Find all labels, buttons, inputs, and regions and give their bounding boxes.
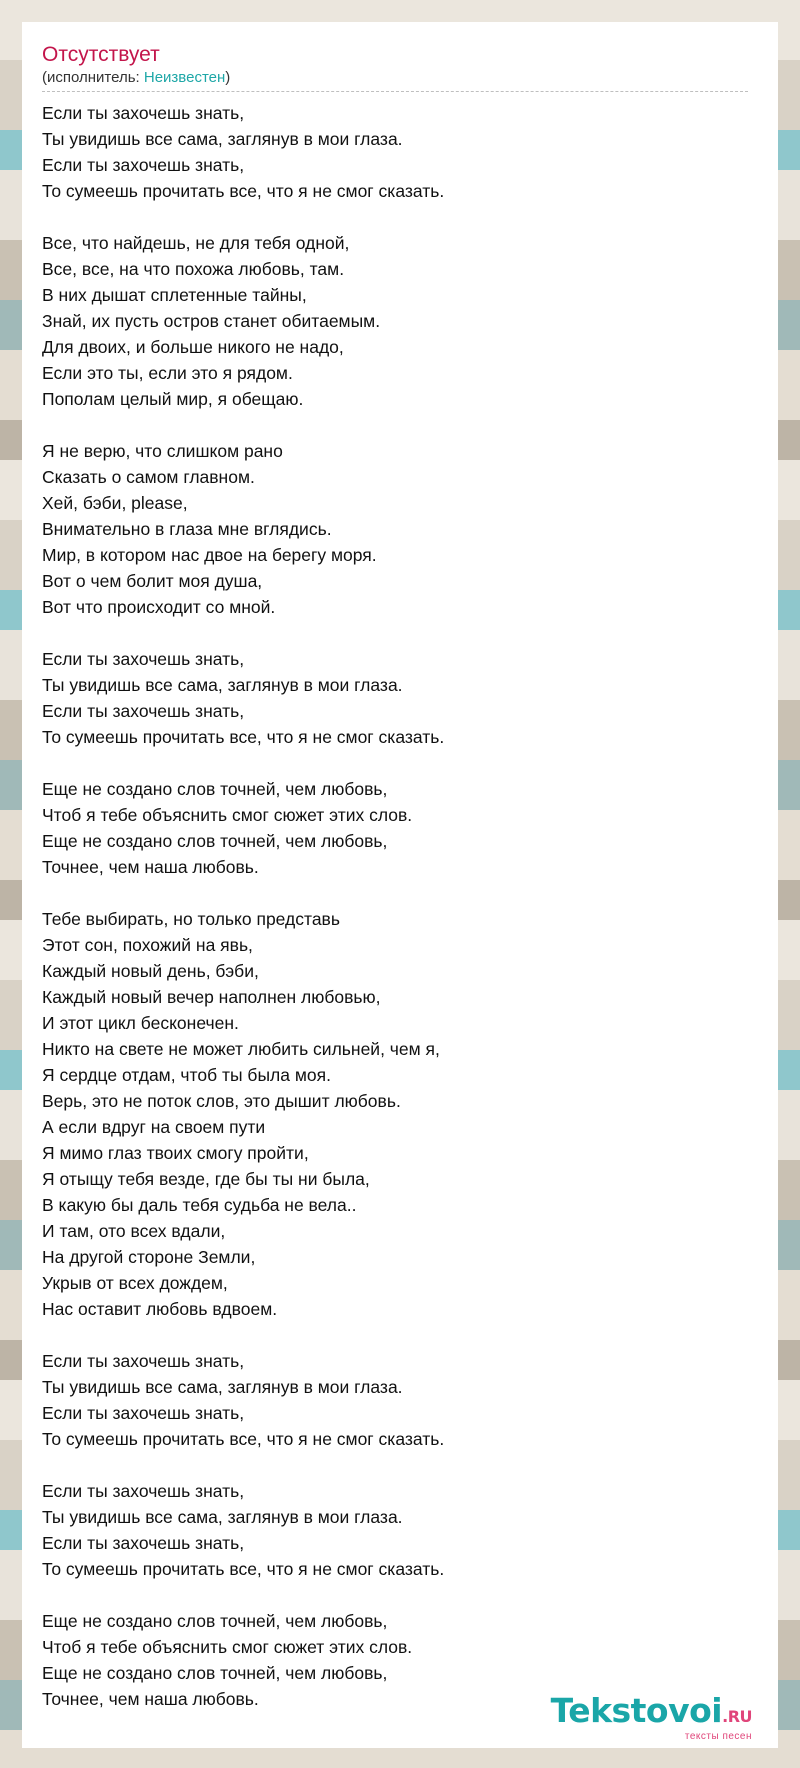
- lyrics-line: Никто на свете не может любить сильней, чем я,: [42, 1039, 440, 1059]
- lyrics-line: На другой стороне Земли,: [42, 1247, 256, 1267]
- artist-prefix: (исполнитель:: [42, 69, 144, 86]
- lyrics-line: То сумеешь прочитать все, что я не смог сказать.: [42, 1429, 445, 1449]
- logo-tagline: тексты песен: [684, 1731, 752, 1742]
- lyrics-line: Мир, в котором нас двое на берегу моря.: [42, 545, 377, 565]
- lyrics-stanza: [42, 438, 758, 620]
- lyrics-line: В какую бы даль тебя судьба не вела..: [42, 1195, 357, 1215]
- lyrics-line: Если ты захочешь знать,: [42, 701, 245, 721]
- lyrics-line: Я отыщу тебя везде, где бы ты ни была,: [42, 1169, 370, 1189]
- lyrics-line: Вот что происходит со мной.: [42, 597, 276, 617]
- lyrics-line: Если ты захочешь знать,: [42, 155, 245, 175]
- lyrics-line: То сумеешь прочитать все, что я не смог сказать.: [42, 727, 445, 747]
- lyrics-line: Если это ты, если это я рядом.: [42, 363, 293, 383]
- lyrics-stanza: [42, 776, 758, 880]
- lyrics-line: Каждый новый вечер наполнен любовью,: [42, 987, 381, 1007]
- lyrics-line: Если ты захочешь знать,: [42, 1403, 245, 1423]
- lyrics-line: То сумеешь прочитать все, что я не смог сказать.: [42, 181, 445, 201]
- lyrics-line: Для двоих, и больше никого не надо,: [42, 337, 344, 357]
- lyrics-line: Сказать о самом главном.: [42, 467, 255, 487]
- logo-main-text: Tekstovoi: [550, 1691, 723, 1730]
- lyrics-line: Если ты захочешь знать,: [42, 1351, 245, 1371]
- lyrics-line: Я не верю, что слишком рано: [42, 441, 283, 461]
- lyrics-line: Ты увидишь все сама, заглянув в мои глаза.: [42, 129, 403, 149]
- artist-link[interactable]: Неизвестен: [143, 69, 226, 86]
- lyrics-line: То сумеешь прочитать все, что я не смог сказать.: [42, 1559, 445, 1579]
- artist-suffix: ): [225, 69, 231, 86]
- lyrics-line: Знай, их пусть остров станет обитаемым.: [42, 311, 381, 331]
- lyrics-line: Все, что найдешь, не для тебя одной,: [42, 233, 350, 253]
- lyrics-line: Точнее, чем наша любовь.: [42, 1689, 259, 1709]
- lyrics-line: Еще не создано слов точней, чем любовь,: [42, 1663, 388, 1683]
- lyrics-stanza: [42, 100, 758, 204]
- lyrics-line: Вот о чем болит моя душа,: [42, 571, 263, 591]
- lyrics-line: Еще не создано слов точней, чем любовь,: [42, 1611, 388, 1631]
- logo-wordmark: [551, 1693, 752, 1735]
- lyrics-line: Этот сон, похожий на явь,: [42, 935, 253, 955]
- site-logo[interactable]: [551, 1693, 752, 1742]
- lyrics-line: Укрыв от всех дождем,: [42, 1273, 228, 1293]
- page-frame: [22, 22, 778, 1748]
- lyrics-line: А если вдруг на своем пути: [42, 1117, 266, 1137]
- lyrics-body: [42, 100, 758, 1712]
- lyrics-line: Если ты захочешь знать,: [42, 649, 245, 669]
- lyrics-line: Я сердце отдам, чтоб ты была моя.: [42, 1065, 331, 1085]
- lyrics-stanza: [42, 906, 758, 1322]
- lyrics-line: Нас оставит любовь вдвоем.: [42, 1299, 278, 1319]
- lyrics-line: Все, все, на что похожа любовь, там.: [42, 259, 345, 279]
- lyrics-line: И этот цикл бесконечен.: [42, 1013, 239, 1033]
- content: [42, 42, 758, 1738]
- lyrics-line: Верь, это не поток слов, это дышит любовь.: [42, 1091, 401, 1111]
- lyrics-line: Чтоб я тебе объяснить смог сюжет этих слов.: [42, 1637, 413, 1657]
- lyrics-line: Хей, бэби, please,: [42, 493, 188, 513]
- lyrics-line: Каждый новый день, бэби,: [42, 961, 259, 981]
- lyrics-stanza: [42, 230, 758, 412]
- lyrics-line: Я мимо глаз твоих смогу пройти,: [42, 1143, 309, 1163]
- lyrics-line: В них дышат сплетенные тайны,: [42, 285, 307, 305]
- lyrics-stanza: [42, 1478, 758, 1582]
- lyrics-line: Ты увидишь все сама, заглянув в мои глаза.: [42, 1507, 403, 1527]
- lyrics-line: И там, ото всех вдали,: [42, 1221, 226, 1241]
- lyrics-line: Ты увидишь все сама, заглянув в мои глаза.: [42, 1377, 403, 1397]
- song-title: Отсутствует: [42, 43, 160, 66]
- lyrics-line: Чтоб я тебе объяснить смог сюжет этих слов.: [42, 805, 413, 825]
- lyrics-line: Если ты захочешь знать,: [42, 103, 245, 123]
- lyrics-stanza: [42, 646, 758, 750]
- lyrics-stanza: [42, 1348, 758, 1452]
- lyrics-line: Еще не создано слов точней, чем любовь,: [42, 779, 388, 799]
- artist-line: [42, 68, 748, 92]
- lyrics-line: Если ты захочешь знать,: [42, 1533, 245, 1553]
- logo-tld: .RU: [722, 1707, 752, 1726]
- lyrics-line: Внимательно в глаза мне вглядись.: [42, 519, 332, 539]
- lyrics-line: Пополам целый мир, я обещаю.: [42, 389, 304, 409]
- lyrics-line: Еще не создано слов точней, чем любовь,: [42, 831, 388, 851]
- lyrics-line: Ты увидишь все сама, заглянув в мои глаза.: [42, 675, 403, 695]
- lyrics-line: Если ты захочешь знать,: [42, 1481, 245, 1501]
- lyrics-line: Точнее, чем наша любовь.: [42, 857, 259, 877]
- lyrics-line: Тебе выбирать, но только представь: [42, 909, 340, 929]
